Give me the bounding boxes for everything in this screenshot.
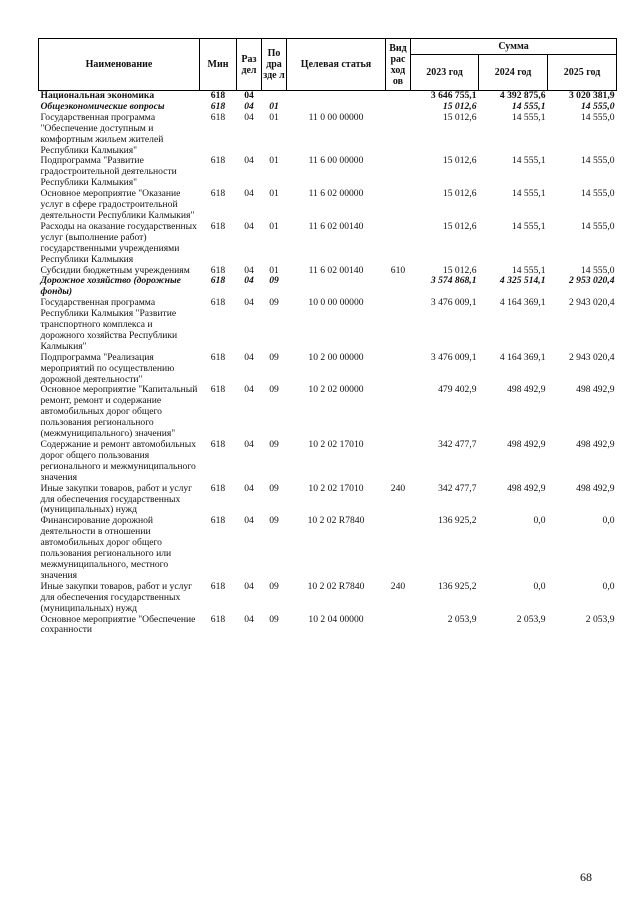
cell-vid <box>386 102 411 113</box>
cell-2023: 342 477,7 <box>438 439 477 450</box>
cell-min: 618 <box>210 275 226 287</box>
cell-2025: 2 943 020,4 <box>568 297 615 309</box>
cell-2024: 498 492,9 <box>507 439 546 450</box>
cell-2025: 2 053,9 <box>585 613 615 625</box>
cell-2025: 0,0 <box>602 515 615 527</box>
cell-razdel: 04 <box>244 580 254 592</box>
cell-podrazdel: 09 <box>269 384 279 396</box>
cell-podrazdel: 09 <box>269 439 279 450</box>
cell-vid <box>386 298 411 353</box>
cell-min: 618 <box>210 111 226 123</box>
cell-2025: 0,0 <box>602 580 615 592</box>
cell-razdel: 04 <box>244 297 254 309</box>
cell-2023: 15 012,6 <box>442 220 477 232</box>
cell-name: Основное мероприятие "Обеспечение сохранности <box>40 613 196 636</box>
header-razdel: Раз дел <box>237 39 262 91</box>
cell-2023: 342 477,7 <box>438 482 477 494</box>
table-header <box>39 39 617 91</box>
cell-2024: 0,0 <box>533 580 546 592</box>
cell-min: 618 <box>210 384 226 396</box>
cell-2023: 15 012,6 <box>442 111 477 123</box>
cell-podrazdel: 01 <box>269 220 279 232</box>
budget-table-page <box>38 38 616 636</box>
cell-2025: 14 555,0 <box>580 188 615 200</box>
cell-2023: 3 646 755,1 <box>411 91 479 102</box>
header-name: Наименование <box>39 39 200 91</box>
cell-2025: 2 943 020,4 <box>568 351 615 363</box>
cell-2024: 14 555,1 <box>511 188 546 200</box>
header-min: Мин <box>200 39 237 91</box>
cell-razdel: 04 <box>244 439 254 450</box>
cell-2024: 4 164 369,1 <box>499 297 546 309</box>
cell-2025: 498 492,9 <box>576 482 615 494</box>
cell-target: 10 2 04 00000 <box>308 613 364 625</box>
cell-target: 10 2 02 R7840 <box>307 515 365 527</box>
cell-vid <box>386 91 411 102</box>
cell-min: 618 <box>210 188 226 200</box>
cell-razdel: 04 <box>244 220 254 232</box>
cell-min: 618 <box>210 297 226 309</box>
cell-name: Основное мероприятие "Капитальный ремонт, ремонт и содержание автомобильных дорог общего пользования регионального (межмуниципального) значения" <box>40 384 198 440</box>
cell-2025: 498 492,9 <box>576 439 615 450</box>
cell-name: Иные закупки товаров, работ и услуг для обеспечения государственных (муниципальных) нужд <box>40 482 193 516</box>
cell-target: 10 0 00 00000 <box>308 297 364 309</box>
cell-2023: 3 476 009,1 <box>430 297 477 309</box>
table-body <box>39 91 617 637</box>
cell-razdel: 04 <box>244 384 254 396</box>
cell-vid <box>386 113 411 157</box>
cell-razdel: 04 <box>237 91 262 102</box>
header-2023: 2023 год <box>411 55 479 91</box>
cell-target: 11 6 00 00000 <box>308 155 364 167</box>
table-row <box>39 582 617 615</box>
cell-name: Содержание и ремонт автомобильных дорог общего пользования регионального и межмуниципального значения <box>40 439 196 483</box>
cell-2023: 2 053,9 <box>447 613 477 625</box>
cell-name: Подпрограмма "Реализация мероприятий по осуществлению дорожной деятельности" <box>40 351 175 385</box>
cell-vid: 610 <box>390 264 406 276</box>
cell-2023: 3 574 868,1 <box>430 275 477 287</box>
cell-2023: 479 402,9 <box>438 384 477 396</box>
cell-target: 10 2 02 17010 <box>308 482 364 494</box>
cell-min: 618 <box>210 482 226 494</box>
cell-2025: 498 492,9 <box>576 384 615 396</box>
cell-name: Расходы на оказание государственных услуг (выполнение работ) государственными учреждениями Республики Калмыкия <box>40 220 197 265</box>
cell-vid <box>386 615 411 637</box>
cell-min: 618 <box>210 220 226 232</box>
cell-vid <box>386 516 411 581</box>
cell-target: 10 2 00 00000 <box>308 351 364 363</box>
cell-vid <box>386 156 411 189</box>
cell-razdel: 04 <box>244 351 254 363</box>
cell-min: 618 <box>210 515 226 527</box>
cell-podrazdel: 01 <box>269 111 279 123</box>
cell-2025: 14 555,0 <box>580 155 615 167</box>
cell-vid: 240 <box>390 482 406 494</box>
cell-razdel: 04 <box>244 188 254 200</box>
cell-2025: 3 020 381,9 <box>548 91 617 102</box>
cell-min: 618 <box>210 439 226 450</box>
table-row <box>39 189 617 222</box>
cell-2024: 4 392 875,6 <box>479 91 548 102</box>
cell-name: Субсидии бюджетным учреждениям <box>40 264 190 276</box>
cell-min: 618 <box>210 100 226 112</box>
cell-target: 11 6 02 00140 <box>308 220 364 232</box>
cell-2024: 14 555,1 <box>511 100 546 112</box>
cell-vid <box>386 385 411 440</box>
cell-2024: 14 555,1 <box>511 111 546 123</box>
cell-name: Иные закупки товаров, работ и услуг для обеспечения государственных (муниципальных) нужд <box>40 580 193 614</box>
cell-vid <box>386 440 411 484</box>
table-row <box>39 353 617 386</box>
header-2024: 2024 год <box>479 55 548 91</box>
cell-podrazdel: 01 <box>269 100 279 112</box>
cell-podrazdel: 09 <box>269 580 279 592</box>
cell-podrazdel: 09 <box>269 515 279 527</box>
table-row <box>39 615 617 637</box>
cell-min: 618 <box>210 580 226 592</box>
header-sum: Сумма <box>411 39 617 55</box>
cell-2025: 14 555,0 <box>580 100 615 112</box>
cell-name: Основное мероприятие "Оказание услуг в сфере градостроительной деятельности Республики Калмыкия" <box>40 188 195 221</box>
table-row <box>39 484 617 517</box>
cell-podrazdel: 09 <box>269 613 279 625</box>
cell-podrazdel: 09 <box>269 275 279 287</box>
cell-target: 10 2 02 17010 <box>308 439 364 450</box>
cell-podrazdel: 09 <box>269 297 279 309</box>
cell-name: Государственная программа Республики Калмыкия "Развитие транспортного комплекса и дорожного хозяйства Республики Калмыкия" <box>40 297 178 352</box>
cell-min: 618 <box>200 91 237 102</box>
table-row <box>39 385 617 440</box>
cell-target: 11 6 02 00140 <box>308 264 364 276</box>
cell-2025: 2 953 020,4 <box>568 275 615 287</box>
cell-2023: 3 476 009,1 <box>430 351 477 363</box>
cell-min: 618 <box>210 264 226 276</box>
cell-podrazdel: 01 <box>269 264 279 276</box>
cell-razdel: 04 <box>244 111 254 123</box>
cell-name: Финансирование дорожной деятельности в отношении автомобильных дорог общего пользования регионального или межмуниципального, местного значения <box>40 515 172 581</box>
cell-vid <box>386 222 411 266</box>
cell-vid <box>386 189 411 222</box>
cell-target: 11 0 00 00000 <box>308 111 364 123</box>
cell-2025: 14 555,0 <box>580 220 615 232</box>
cell-2024: 2 053,9 <box>516 613 546 625</box>
cell-vid: 240 <box>390 580 406 592</box>
cell-target: 10 2 02 00000 <box>308 384 364 396</box>
cell-min: 618 <box>210 351 226 363</box>
cell-vid <box>386 276 411 298</box>
cell-podrazdel: 01 <box>269 155 279 167</box>
header-podrazdel: По дра зде л <box>262 39 287 91</box>
cell-min: 618 <box>210 155 226 167</box>
cell-2024: 14 555,1 <box>511 264 546 276</box>
cell-vid <box>386 353 411 386</box>
table-row <box>39 156 617 189</box>
cell-2024: 4 164 369,1 <box>499 351 546 363</box>
budget-table <box>38 38 617 636</box>
cell-podrazdel: 09 <box>269 482 279 494</box>
cell-2025: 14 555,0 <box>580 111 615 123</box>
cell-2023: 15 012,6 <box>442 100 477 112</box>
cell-2023: 15 012,6 <box>442 155 477 167</box>
cell-razdel: 04 <box>244 155 254 167</box>
cell-2023: 136 925,2 <box>438 580 477 592</box>
cell-name: Государственная программа "Обеспечение доступным и комфортным жильем жителей Республики Калмыкия" <box>40 111 164 156</box>
table-row <box>39 113 617 157</box>
cell-2024: 4 325 514,1 <box>499 275 546 287</box>
table-row <box>39 440 617 484</box>
page-number: 68 <box>580 870 592 884</box>
cell-2023: 15 012,6 <box>442 264 477 276</box>
cell-2024: 498 492,9 <box>507 482 546 494</box>
header-2025: 2025 год <box>548 55 617 91</box>
cell-name: Дорожное хозяйство (дорожные фонды) <box>40 275 181 298</box>
cell-target <box>287 276 386 298</box>
cell-name: Национальная экономика <box>39 91 200 102</box>
table-row <box>39 516 617 581</box>
cell-2025: 14 555,0 <box>580 264 615 276</box>
cell-target: 11 6 02 00000 <box>308 188 364 200</box>
cell-razdel: 04 <box>244 100 254 112</box>
cell-name: Подпрограмма "Развитие градостроительной деятельности Республики Калмыкия" <box>40 155 177 189</box>
cell-2024: 0,0 <box>533 515 546 527</box>
cell-2024: 498 492,9 <box>507 384 546 396</box>
table-row <box>39 222 617 266</box>
cell-razdel: 04 <box>244 613 254 625</box>
header-target: Целевая статья <box>287 39 386 91</box>
table-row <box>39 298 617 353</box>
cell-razdel: 04 <box>244 264 254 276</box>
cell-name: Общеэкономические вопросы <box>40 100 165 112</box>
cell-razdel: 04 <box>244 482 254 494</box>
cell-razdel: 04 <box>244 275 254 287</box>
cell-2023: 136 925,2 <box>438 515 477 527</box>
cell-podrazdel: 09 <box>269 351 279 363</box>
cell-target: 10 2 02 R7840 <box>307 580 365 592</box>
cell-2024: 14 555,1 <box>511 155 546 167</box>
cell-2024: 14 555,1 <box>511 220 546 232</box>
table-row <box>39 276 617 298</box>
cell-target <box>287 91 386 102</box>
header-vid: Вид рас ход ов <box>386 39 411 91</box>
cell-2023: 15 012,6 <box>442 188 477 200</box>
cell-podrazdel: 01 <box>269 188 279 200</box>
cell-razdel: 04 <box>244 515 254 527</box>
cell-min: 618 <box>210 613 226 625</box>
